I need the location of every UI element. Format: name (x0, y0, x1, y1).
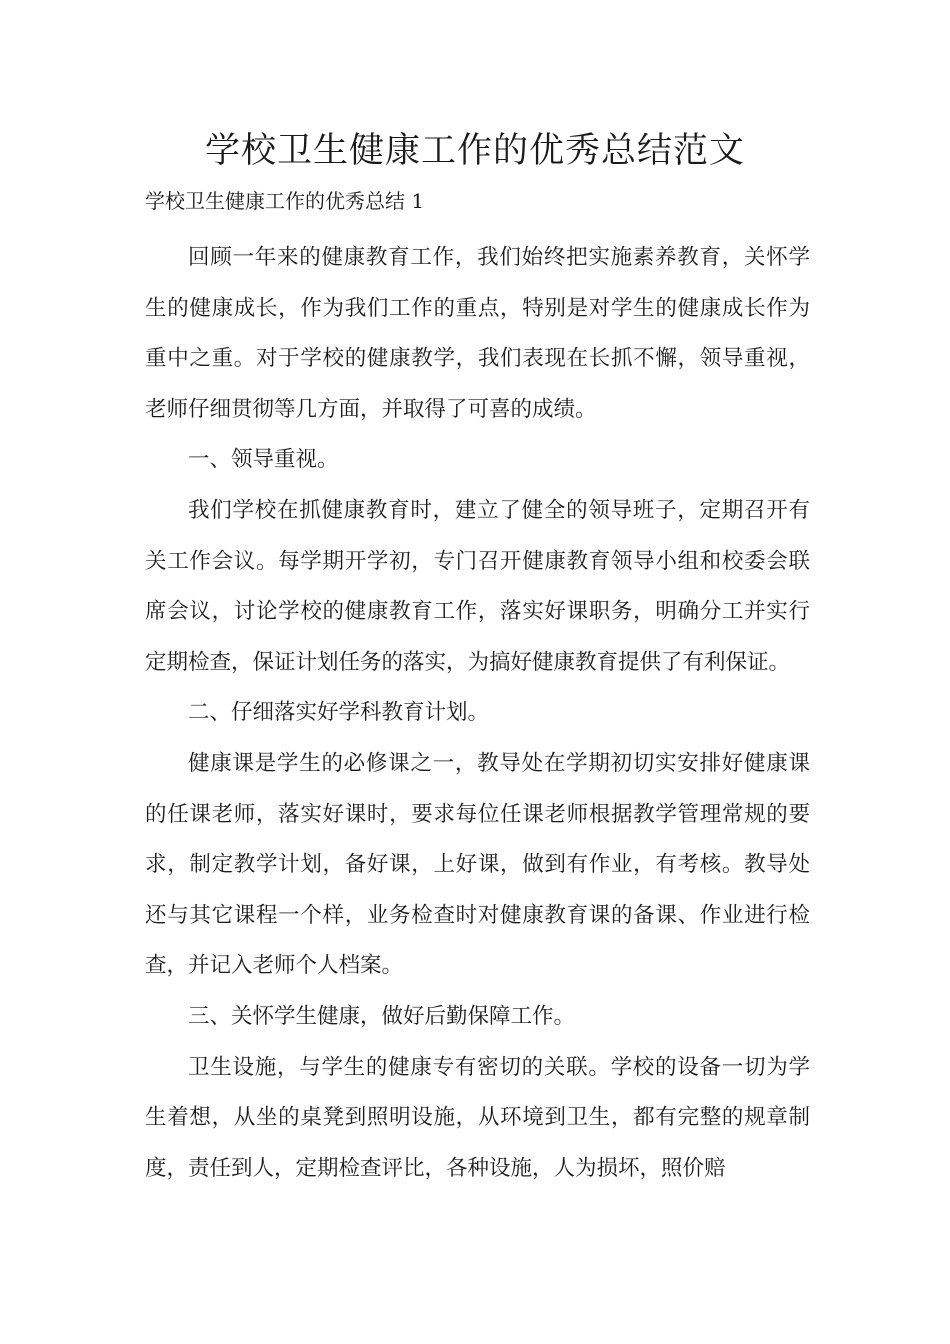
paragraph-leadership: 我们学校在抓健康教育时，建立了健全的领导班子，定期召开有关工作会议。每学期开学初，专门召开健康教育领导小组和校委会联席会议，讨论学校的健康教育工作，落实好课职务，明确分工并实行定期检查，保证计划任务的落实，为搞好健康教育提供了有利保证。 (145, 497, 810, 675)
paragraph-intro: 回顾一年来的健康教育工作，我们始终把实施素养教育，关怀学生的健康成长，作为我们工作的重点，特别是对学生的健康成长作为重中之重。对于学校的健康教学，我们表现在长抓不懈，领导重视，老师仔细贯彻等几方面，并取得了可喜的成绩。 (145, 245, 810, 422)
section-heading-1: 一、领导重视。 (188, 447, 339, 473)
document-body (145, 233, 810, 1194)
paragraph-curriculum: 健康课是学生的必修课之一，教导处在学期初切实安排好健康课的任课老师，落实好课时，要求每位任课老师根据教学管理常规的要求，制定教学计划，备好课，上好课，做到有作业，有考核。教导处还与其它课程一个样，业务检查时对健康教育课的备课、作业进行检查，并记入老师个人档案。 (145, 750, 810, 979)
paragraph-facilities: 卫生设施，与学生的健康专有密切的关联。学校的设备一切为学生着想，从坐的桌凳到照明设施，从环境到卫生，都有完整的规章制度，责任到人，定期检查评比，各种设施，人为损坏，照价赔 (145, 1054, 810, 1181)
section-heading-2: 二、仔细落实好学科教育计划。 (188, 700, 490, 726)
document-title: 学校卫生健康工作的优秀总结范文 (204, 131, 745, 171)
document-subtitle: 学校卫生健康工作的优秀总结 1 (145, 189, 425, 213)
section-heading-3: 三、关怀学生健康，做好后勤保障工作。 (188, 1003, 576, 1029)
